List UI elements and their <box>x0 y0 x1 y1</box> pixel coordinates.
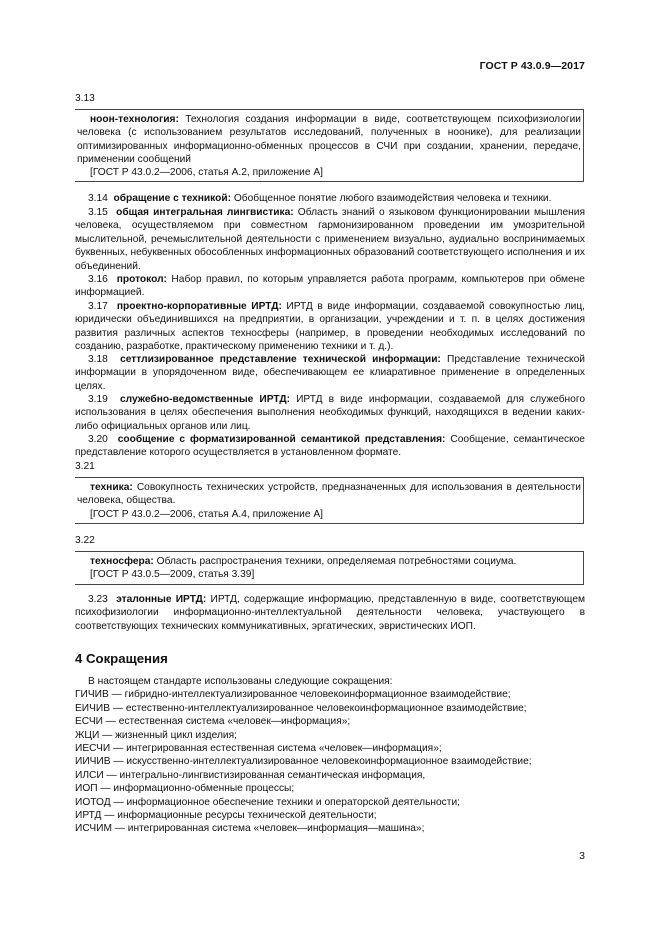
entry-3-16 <box>75 273 585 300</box>
source-reference: [ГОСТ Р 43.0.2—2006, статья А.4, приложение А] <box>90 508 323 520</box>
abbreviations-list <box>75 675 585 836</box>
definition-text: Совокупность технических устройств, предназначенных для использования в деятельности человека, общества. <box>77 482 581 507</box>
abbreviation-item: ИРТД — информационные ресурсы технической деятельности; <box>75 810 377 822</box>
entry-3-15 <box>75 206 585 273</box>
definition-box-3-22 <box>75 551 584 585</box>
entry-3-18 <box>75 353 585 393</box>
abbreviation-item: ЕСЧИ — естественная система «человек—информация»; <box>75 716 351 728</box>
source-reference: [ГОСТ Р 43.0.5—2009, статья 3.39] <box>90 569 255 581</box>
entry-number-3-13: 3.13 <box>75 93 95 104</box>
abbreviations-intro: В настоящем стандарте использованы следующие сокращения: <box>88 676 393 687</box>
entry-number: 3.14 <box>88 193 108 204</box>
entry-3-17 <box>75 300 585 354</box>
definition-text: Область знаний о языковом функционировании мышления человека, осуществляемом при совместном гармонизированном проведении им умозрительной мыслительной, речемыслительной деятельности с применением визуально, аудиально воспринимаемых буквенных, небуквенных обособленных информационных образований соответствующего исполнения и их объединений. <box>75 207 585 272</box>
term: обращение с техникой: <box>113 193 232 204</box>
entry-number: 3.23 <box>88 594 108 605</box>
abbreviation-item: ИИЧИВ — искусственно-интеллектуализированное человекоинформационное взаимодействие; <box>75 756 532 768</box>
abbreviation-item: ИСЧИМ — интегрированная система «человек—информация—машина»; <box>75 823 425 835</box>
section-heading: 4 Сокращения <box>75 651 168 666</box>
abbreviation-item: ИОП — информационно-обменные процессы; <box>75 783 295 795</box>
definition-text: Сообщение, семантическое представление которого осуществляется в установленном формате. <box>75 434 585 459</box>
term-noon-technology: ноон-технология: <box>90 114 179 125</box>
abbreviation-item: ЖЦИ — жизненный цикл изделия; <box>75 729 237 741</box>
definition-text: ИРТД, содержащие информацию, представленную в виде, соответствующем психофизиологии информационно-интеллектуальной деятельности человека, участвующего в соответствующих технических коммуникативных, эргатических, эвристических ИОП. <box>75 594 585 632</box>
term: общая интегральная лингвистика: <box>116 207 294 218</box>
entry-number: 3.18 <box>88 354 108 365</box>
entry-3-20 <box>75 433 585 460</box>
definition-text: Набор правил, по которым управляется работа программ, компьютеров при обмене информацией. <box>75 274 585 299</box>
term: протокол: <box>116 274 167 285</box>
source-reference: [ГОСТ Р 43.0.2—2006, статья А.2, приложение А] <box>90 167 323 179</box>
term: эталонные ИРТД: <box>116 594 207 605</box>
entry-number-3-22: 3.22 <box>75 535 95 546</box>
definition-text: Область распространения техники, определяемая потребностями социума. <box>156 556 517 567</box>
abbreviation-item: ИЕСЧИ — интегрированная естественная система «человек—информация»; <box>75 743 442 755</box>
abbreviation-item: ЕИЧИВ — естественно-интеллектуализированное человекоинформационное взаимодействие; <box>75 702 527 714</box>
term: сообщение с форматизированной семантикой представления: <box>117 434 446 445</box>
abbreviation-item: ГИЧИВ — гибридно-интеллектуализированное человекоинформационное взаимодействие; <box>75 689 511 701</box>
entry-number: 3.17 <box>88 301 108 312</box>
definition-text: ИРТД в виде информации, создаваемой для служебного использования в целях обеспечения выполнения необходимых функций, находящихся в ведении каких-либо официальных органов или лиц. <box>75 394 585 432</box>
definition-text: ИРТД в виде информации, создаваемой совокупностью лиц, юридически объединившихся на предприятии, в организации, учреждении и т. п. в целях достижения развития различных аспектов техносферы (например, в проведении необходимых исследований по созданию, разработке, практическому применению техники и т. д.). <box>75 301 585 353</box>
term-technika: техника: <box>90 482 133 493</box>
abbreviation-item: ИЛСИ — интегрально-лингвистизированная семантическая информация, <box>75 769 426 781</box>
definition-box-3-13 <box>75 109 584 182</box>
entry-number-3-21: 3.21 <box>75 461 95 472</box>
entry-3-19 <box>75 393 585 433</box>
term-technosphere: техносфера: <box>90 556 154 567</box>
definition-text: Обобщенное понятие любого взаимодействия человека и техники. <box>233 193 552 204</box>
term: служебно-ведомственные ИРТД: <box>119 394 291 405</box>
entry-number: 3.20 <box>88 434 108 445</box>
definition-text: Технология создания информации в виде, соответствующем психофизиологии человека (с использованием результатов исследований, полученных в ноонике), для реализации оптимизированных информационно-обменных процессов в СЧИ при создании, хранении, передаче, применении сообщений <box>77 114 581 165</box>
entry-number: 3.19 <box>88 394 108 405</box>
term: сеттлизированное представление технической информации: <box>120 354 441 365</box>
page-number: 3 <box>579 850 585 862</box>
entry-number: 3.15 <box>88 207 108 218</box>
entry-3-14 <box>75 192 585 205</box>
entry-number: 3.16 <box>88 274 108 285</box>
entry-3-23 <box>75 593 585 633</box>
term: проектно-корпоративные ИРТД: <box>116 301 282 312</box>
abbreviation-item: ИОТОД — информационное обеспечение техники и операторской деятельности; <box>75 796 460 808</box>
definition-text: Представление технической информации в упорядоченном виде, обеспечивающем ее клиаративное применение в определенных целях. <box>75 354 585 392</box>
document-code-header: ГОСТ Р 43.0.9—2017 <box>479 60 585 72</box>
definition-box-3-21 <box>75 477 584 524</box>
